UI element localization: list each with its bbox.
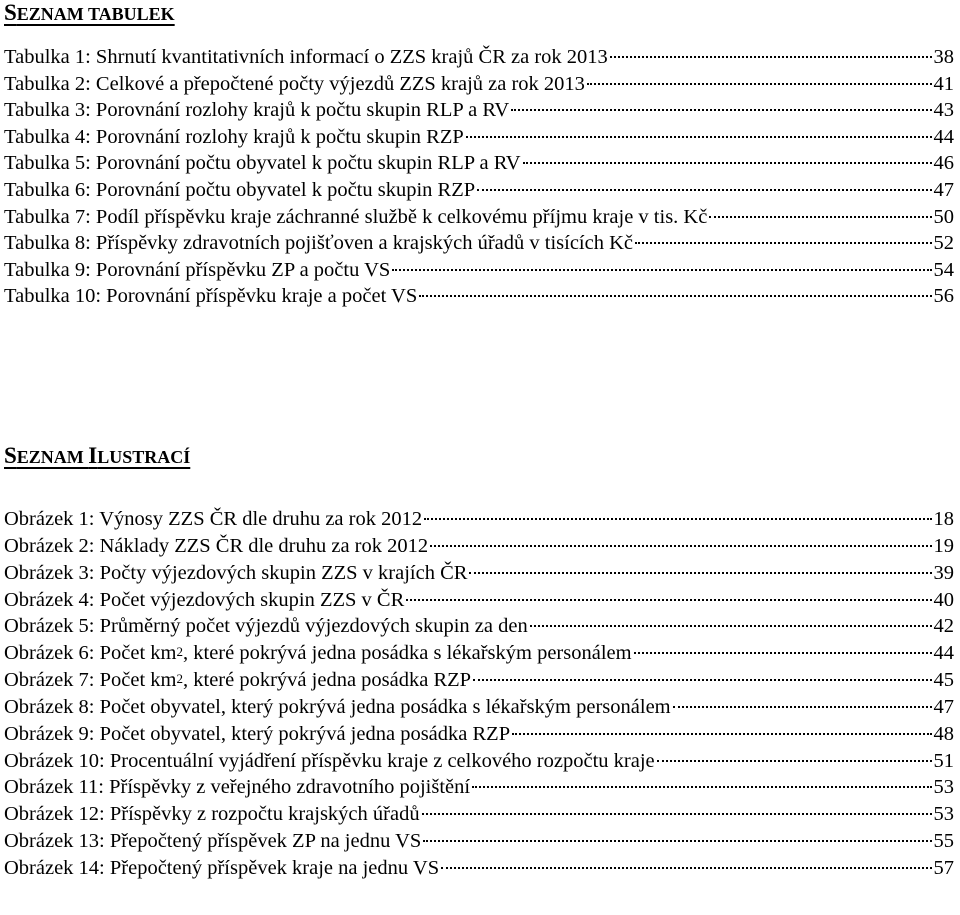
dot-leader [477,189,931,191]
toc-page-number: 40 [933,588,954,611]
toc-entry-label: Obrázek 10: Procentuální vyjádření příspěvku kraje z celkového rozpočtu kraje [4,749,655,772]
list-of-tables-heading [4,0,175,26]
dot-leader [469,572,931,574]
toc-entry-figure-6[interactable] [4,640,954,667]
dot-leader [441,867,931,869]
toc-entry-table-9[interactable] [4,257,954,284]
dot-leader [634,652,932,654]
toc-entry-label: Obrázek 1: Výnosy ZZS ČR dle druhu za rok 2012 [4,508,423,530]
toc-entry-figure-4[interactable] [4,587,954,614]
toc-entry-label: Tabulka 2: Celkové a přepočtené počty výjezdů ZZS krajů za rok 2013 [4,72,585,95]
toc-page-number: 43 [933,99,954,122]
toc-entry-label: Obrázek 11: Příspěvky z veřejného zdravotního pojištění [4,776,471,799]
toc-entry-table-7[interactable] [4,204,954,231]
label-text: , které pokrývá jedna posádka RZP [183,669,472,692]
list-of-figures-heading [4,443,190,469]
toc-page-number: 57 [933,856,954,879]
toc-page-number: 18 [933,508,954,530]
dot-leader [610,56,932,58]
toc-page-number: 42 [933,615,954,638]
heading-initial: S [4,0,17,25]
toc-entry-label: Obrázek 13: Přepočtený příspěvek ZP na jednu VS [4,830,422,853]
toc-entry-figure-14[interactable] [4,855,954,882]
toc-page-number: 44 [933,642,954,665]
toc-entry-figure-13[interactable] [4,828,954,855]
toc-page-number: 46 [933,152,954,175]
dot-leader [673,706,932,708]
toc-page-number: 47 [933,695,954,718]
toc-page-number: 53 [933,776,954,799]
toc-entry-table-3[interactable] [4,97,954,124]
label-text: Obrázek 6: Počet km [4,642,177,665]
heading-initial: I [88,443,98,468]
dot-leader [530,625,932,627]
toc-entry-label: Obrázek 3: Počty výjezdových skupin ZZS v krajích ČR [4,561,468,584]
dot-leader [709,216,931,218]
toc-page-number: 48 [933,722,954,745]
dot-leader [430,545,931,547]
toc-entry-label [4,640,632,667]
toc-page-number: 39 [933,561,954,584]
dot-leader [635,242,931,244]
toc-entry-figure-5[interactable] [4,613,954,640]
toc-entry-label: Tabulka 10: Porovnání příspěvku kraje a počet VS [4,285,418,308]
dot-leader [422,813,932,815]
toc-entry-figure-12[interactable] [4,801,954,828]
dot-leader [523,162,932,164]
dot-leader [472,786,931,788]
toc-entry-table-5[interactable] [4,150,954,177]
heading-rest: EZNAM [16,447,89,467]
toc-page-number: 50 [933,205,954,228]
toc-entry-table-1[interactable] [4,44,954,71]
toc-entry-label: Obrázek 12: Příspěvky z rozpočtu krajských úřadů [4,803,420,826]
toc-entry-table-8[interactable] [4,230,954,257]
superscript: 2 [176,671,183,687]
toc-entry-figure-3[interactable] [4,560,954,587]
toc-page-number: 45 [933,669,954,692]
toc-entry-label: Tabulka 6: Porovnání počtu obyvatel k počtu skupin RZP [4,178,476,201]
list-of-figures [4,506,954,882]
toc-page-number: 41 [933,72,954,95]
toc-entry-label: Obrázek 14: Přepočtený příspěvek kraje na jednu VS [4,856,440,879]
toc-page-number: 53 [933,803,954,826]
dot-leader [466,136,932,138]
toc-page-number: 38 [933,46,954,68]
toc-entry-label [4,667,471,694]
list-of-tables [4,44,954,310]
toc-page-number: 54 [933,258,954,281]
heading-rest: LUSTRACÍ [97,447,191,467]
toc-entry-table-10[interactable] [4,283,954,310]
toc-entry-table-2[interactable] [4,71,954,98]
toc-entry-label: Obrázek 9: Počet obyvatel, který pokrývá jedna posádka RZP [4,722,511,745]
toc-entry-label: Obrázek 8: Počet obyvatel, který pokrývá jedna posádka s lékařským personálem [4,695,671,718]
toc-entry-label: Tabulka 8: Příspěvky zdravotních pojišťoven a krajských úřadů v tisících Kč [4,232,634,255]
toc-entry-figure-7[interactable] [4,667,954,694]
toc-page-number: 56 [933,285,954,308]
dot-leader [511,109,931,111]
toc-entry-label: Tabulka 4: Porovnání rozlohy krajů k počtu skupin RZP [4,125,464,148]
dot-leader [473,679,931,681]
toc-entry-label: Tabulka 3: Porovnání rozlohy krajů k počtu skupin RLP a RV [4,99,510,122]
label-text: Obrázek 7: Počet km [4,669,177,692]
toc-page-number: 55 [933,830,954,853]
dot-leader [423,840,931,842]
toc-entry-figure-11[interactable] [4,774,954,801]
toc-entry-figure-2[interactable] [4,533,954,560]
toc-entry-label: Obrázek 5: Průměrný počet výjezdů výjezdových skupin za den [4,615,528,638]
toc-entry-label: Obrázek 2: Náklady ZZS ČR dle druhu za rok 2012 [4,534,429,557]
toc-entry-label: Tabulka 1: Shrnutí kvantitativních informací o ZZS krajů ČR za rok 2013 [4,46,608,68]
dot-leader [419,295,931,297]
dot-leader [424,518,931,520]
toc-page-number: 44 [933,125,954,148]
dot-leader [392,269,931,271]
toc-entry-label: Obrázek 4: Počet výjezdových skupin ZZS v ČR [4,588,405,611]
toc-page-number: 51 [933,749,954,772]
toc-page-number: 19 [933,534,954,557]
toc-entry-table-4[interactable] [4,124,954,151]
toc-entry-label: Tabulka 5: Porovnání počtu obyvatel k počtu skupin RLP a RV [4,152,521,175]
toc-entry-label: Tabulka 7: Podíl příspěvku kraje záchranné službě k celkovému příjmu kraje v tis. Kč [4,205,708,228]
label-text: , které pokrývá jedna posádka s lékařským personálem [183,642,632,665]
dot-leader [657,760,932,762]
toc-page-number: 47 [933,178,954,201]
superscript: 2 [176,644,183,660]
dot-leader [587,83,932,85]
dot-leader [512,733,931,735]
toc-page-number: 52 [933,232,954,255]
heading-rest: EZNAM TABULEK [16,4,175,24]
heading-initial: S [4,443,17,468]
toc-entry-figure-1[interactable] [4,506,954,533]
toc-entry-figure-9[interactable] [4,721,954,748]
toc-entry-figure-8[interactable] [4,694,954,721]
toc-entry-label: Tabulka 9: Porovnání příspěvku ZP a počtu VS [4,258,391,281]
toc-entry-table-6[interactable] [4,177,954,204]
dot-leader [406,599,931,601]
toc-entry-figure-10[interactable] [4,748,954,775]
